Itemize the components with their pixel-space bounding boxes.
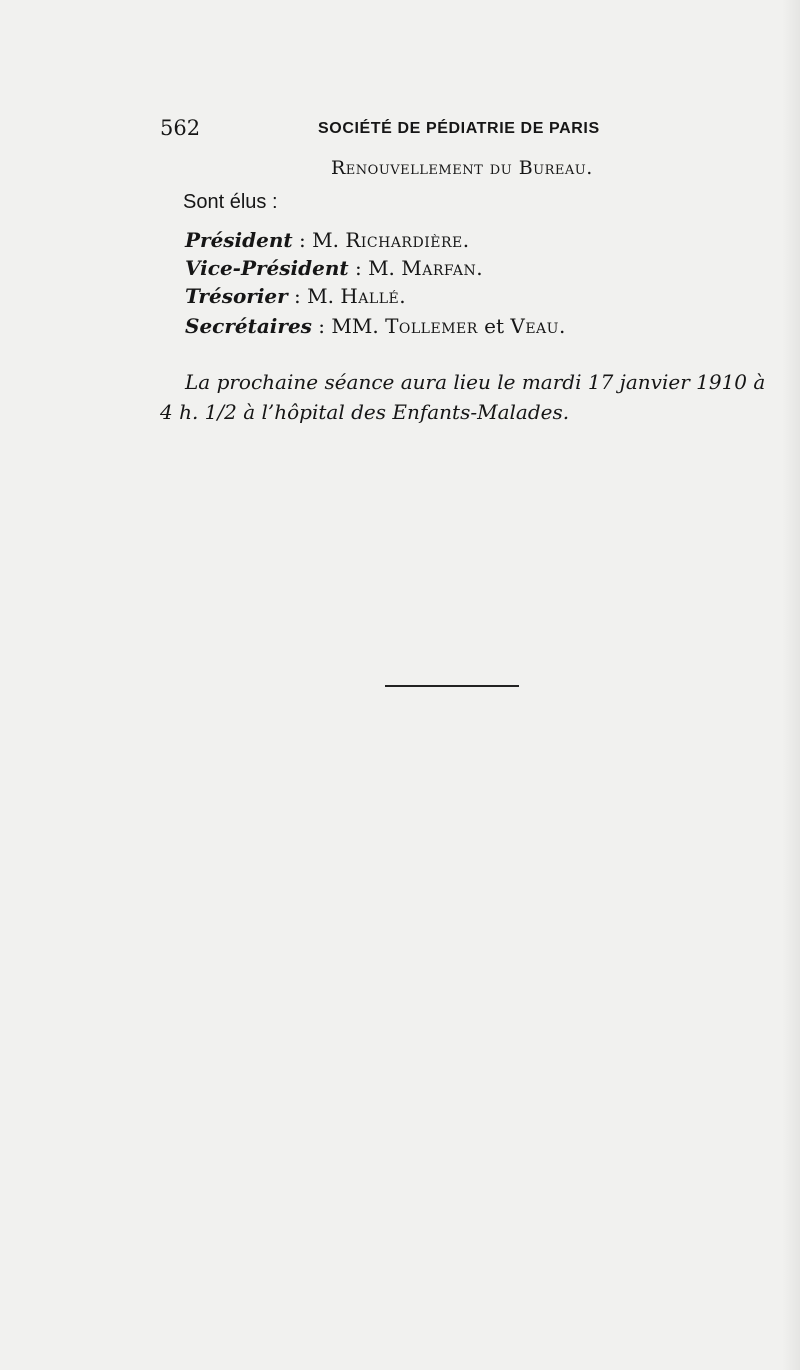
officer-vice-president-line <box>185 256 483 280</box>
officer-role: Président <box>185 228 293 252</box>
officer-president-line <box>185 228 469 252</box>
elected-intro: Sont élus : <box>183 191 278 213</box>
officer-end: . <box>476 256 483 280</box>
officer-honorific: M. <box>307 284 341 308</box>
officer-separator: : <box>311 314 332 338</box>
officer-name: Marfan <box>401 256 477 280</box>
section-heading: Renouvellement du Bureau. <box>331 157 593 179</box>
officer-honorific: MM. <box>331 314 386 338</box>
running-head: SOCIÉTÉ DE PÉDIATRIE DE PARIS <box>318 120 600 137</box>
officer-role: Vice-Président <box>185 256 349 280</box>
next-meeting-notice-line-1: La prochaine séance aura lieu le mardi 17 janvier 1910 à <box>185 370 766 394</box>
officer-honorific: M. <box>368 256 402 280</box>
officer-separator: : <box>292 228 313 252</box>
officer-end: . <box>462 228 470 252</box>
officer-name-second: Veau <box>510 314 559 338</box>
next-meeting-notice-line-2: 4 h. 1/2 à l’hôpital des Enfants-Malades. <box>160 400 570 424</box>
officer-secretaries-line <box>185 314 565 338</box>
page-edge-shadow <box>782 0 800 1370</box>
officer-honorific: M. <box>312 228 346 252</box>
officer-separator: : <box>348 256 369 280</box>
officer-name: Tollemer <box>385 314 478 338</box>
officer-name: Hallé <box>340 284 400 308</box>
officer-end: . <box>558 314 566 338</box>
officer-treasurer-line <box>185 284 406 308</box>
closing-rule <box>385 685 519 687</box>
page-number: 562 <box>160 116 201 140</box>
officer-name: Richardière <box>345 228 463 252</box>
officer-role: Trésorier <box>185 284 288 308</box>
officer-role: Secrétaires <box>185 314 312 338</box>
officer-end: . <box>399 284 406 308</box>
officer-conjunction: et <box>477 314 511 338</box>
officer-separator: : <box>287 284 308 308</box>
